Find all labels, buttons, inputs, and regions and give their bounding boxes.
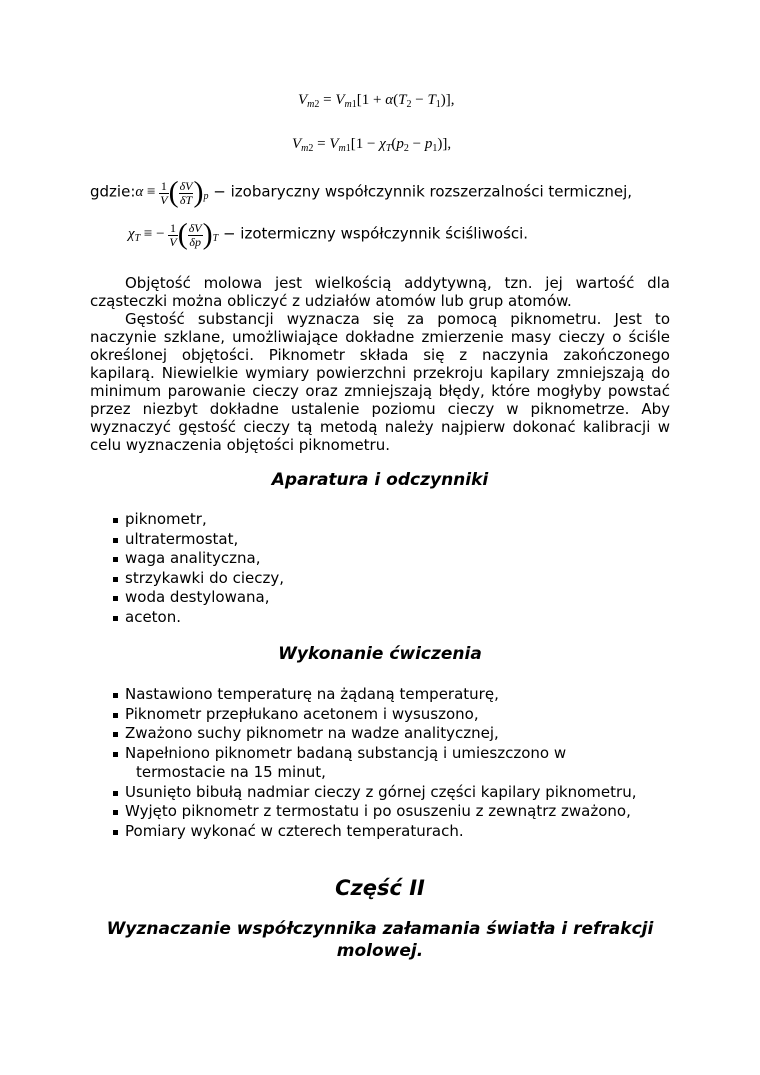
list-item: strzykawki do cieczy, bbox=[112, 569, 284, 589]
definition-alpha: gdzie:α ≡ $\frac{1}{V}$ ( $\frac{\delta V}{\delta T}$ )$_p$ − izobaryczny współczynnik rozszerzalności termicznej, bbox=[90, 176, 633, 209]
list-item: waga analityczna, bbox=[112, 549, 284, 569]
text-line: Objętość molowa jest wielkością addytywną, tzn. jej wartość dla bbox=[125, 274, 670, 292]
text-line: cząsteczki można obliczyć z udziałów atomów lub grup atomów. bbox=[90, 292, 572, 310]
list-item-continuation: termostacie na 15 minut, bbox=[136, 763, 326, 781]
text-line: Gęstość substancji wyznacza się za pomocą piknometru. Jest to bbox=[125, 310, 670, 328]
list-item: woda destylowana, bbox=[112, 588, 284, 608]
gdzie-label: gdzie: bbox=[90, 182, 136, 201]
part-subtitle-line: Wyznaczanie współczynnika załamania światła i refrakcji bbox=[106, 919, 654, 939]
text-line: przez niezbyt dokładne ustalenie poziomu cieczy w piknometrze. Aby bbox=[90, 400, 670, 418]
chi-formula: $\chi_T$ ≡ − $\frac{1}{V}$ ( $\frac{\delta V}{\delta p}$ )$_T$ bbox=[128, 218, 219, 251]
alpha-formula: α ≡ $\frac{1}{V}$ ( $\frac{\delta V}{\delta T}$ )$_p$ bbox=[135, 176, 209, 209]
equation-vm2-pressure: $V_{m2} = V_{m1}[1 - \chi_T(p_2 - p_1)]$, bbox=[292, 136, 452, 154]
text-line: wyznaczyć gęstość cieczy tą metodą należy najpierw dokonać kalibracji w bbox=[90, 418, 670, 436]
part-subtitle-line: molowej. bbox=[336, 941, 424, 961]
list-item: Piknometr przepłukano acetonem i wysuszono, bbox=[112, 705, 636, 725]
text-line: określonej objętości. Piknometr składa się z naczynia zakończonego bbox=[90, 346, 670, 364]
list-item: Pomiary wykonać w czterech temperaturach. bbox=[112, 822, 636, 842]
list-item: ultratermostat, bbox=[112, 530, 284, 550]
list-item: piknometr, bbox=[112, 510, 284, 530]
text-line: celu wyznaczenia objętości piknometru. bbox=[90, 436, 390, 454]
list-item: Wyjęto piknometr z termostatu i po osuszeniu z zewnątrz zważono, bbox=[112, 802, 636, 822]
paragraph-molar-volume bbox=[90, 274, 670, 310]
part-subtitle bbox=[90, 918, 670, 962]
part-title: Część II bbox=[335, 876, 425, 900]
procedure-heading: Wykonanie ćwiczenia bbox=[278, 644, 482, 664]
text-line: kapilarą. Niewielkie wymiary powierzchni przekroju kapilary zmniejszają do bbox=[90, 364, 670, 382]
definition-chi: $\chi_T$ ≡ − $\frac{1}{V}$ ( $\frac{\delta V}{\delta p}$ )$_T$ − izotermiczny współczynnik ściśliwości. bbox=[128, 218, 529, 251]
text-line: minimum parowanie cieczy oraz zmniejszają błędy, które mogłyby powstać bbox=[90, 382, 670, 400]
paragraph-pycnometer bbox=[90, 310, 670, 454]
text-line: naczynie szklane, umożliwiające dokładne zmierzenie masy cieczy o ściśle bbox=[90, 328, 670, 346]
list-item: Zważono suchy piknometr na wadze analitycznej, bbox=[112, 724, 636, 744]
list-item: Nastawiono temperaturę na żądaną temperaturę, bbox=[112, 685, 636, 705]
procedure-list bbox=[112, 685, 636, 841]
apparatus-heading: Aparatura i odczynniki bbox=[271, 470, 489, 490]
list-item: aceton. bbox=[112, 608, 284, 628]
chi-description: izotermiczny współczynnik ściśliwości. bbox=[240, 224, 529, 243]
equation-vm2-thermal: $V_{m2} = V_{m1}[1 + \alpha(T_2 - T_1)]$, bbox=[298, 92, 455, 110]
list-item: Usunięto bibułą nadmiar cieczy z górnej części kapilary piknometru, bbox=[112, 783, 636, 803]
alpha-description: izobaryczny współczynnik rozszerzalności termicznej, bbox=[230, 182, 633, 201]
list-item bbox=[112, 744, 636, 783]
list-item-text: Napełniono piknometr badaną substancją i umieszczono w bbox=[125, 743, 567, 762]
apparatus-list bbox=[112, 510, 284, 627]
